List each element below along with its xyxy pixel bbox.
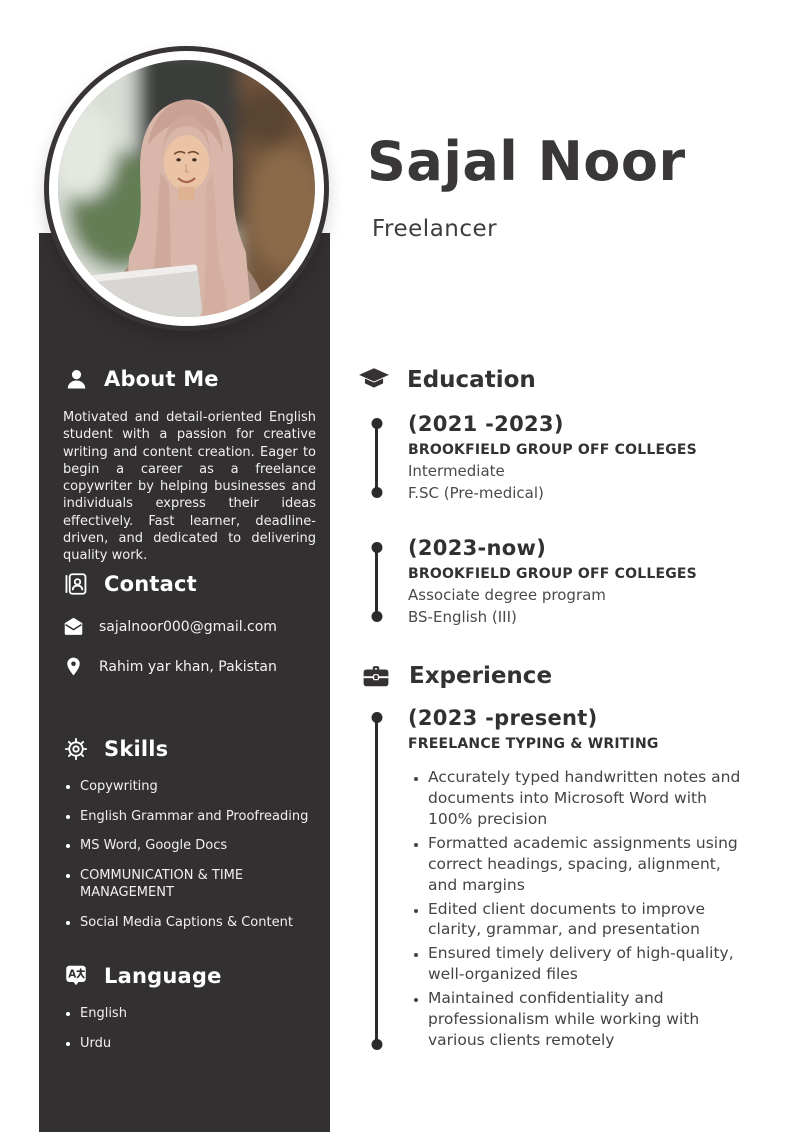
email-icon: [63, 616, 84, 637]
location-pin-icon: [63, 656, 84, 677]
experience-role: FREELANCE TYPING & WRITING: [408, 736, 659, 752]
education-detail: Associate degree program: [408, 586, 606, 604]
experience-bullet: • Formatted academic assignments using correct headings, spacing, alignment, and margins: [428, 833, 752, 896]
contact-heading: [63, 571, 316, 597]
education-detail: Intermediate: [408, 462, 505, 480]
education-detail: F.SC (Pre-medical): [408, 484, 544, 502]
name: Sajal Noor: [367, 130, 686, 193]
contact-location-text: Rahim yar khan, Pakistan: [99, 658, 277, 675]
education-institution: BROOKFIELD GROUP OFF COLLEGES: [408, 442, 697, 458]
contact-location-row: [63, 656, 316, 677]
experience-entry: [360, 706, 752, 1054]
contact-email-row: [63, 616, 316, 637]
gear-icon: [63, 736, 89, 762]
about-text: Motivated and detail-oriented English student with a passion for creative writing and content creation. Eager to begin a career as a freelance copywriter by helping businesses and individuals express their ideas effectively. Fast learner, deadline-driven, and dedicated to delivering quality work.: [63, 410, 316, 564]
experience-period: (2023 -present): [408, 706, 598, 730]
education-detail: BS-English (III): [408, 608, 517, 626]
about-section: [39, 366, 330, 565]
skills-section: [39, 736, 330, 943]
language-heading-label: Language: [104, 964, 222, 988]
experience-heading-label: Experience: [409, 663, 553, 689]
svg-text:A: A: [68, 968, 77, 981]
profile-photo: [44, 46, 329, 331]
education-institution: BROOKFIELD GROUP OFF COLLEGES: [408, 566, 697, 582]
timeline-rail: [375, 547, 378, 617]
experience-bullet: • Ensured timely delivery of high-quality, well-organized files: [428, 943, 752, 985]
profile-photo-image: [58, 60, 315, 317]
language-section: [39, 963, 330, 1064]
education-entry: [360, 412, 715, 502]
timeline-rail: [375, 423, 378, 493]
education-period: (2023-now): [408, 536, 547, 560]
translate-icon: [63, 963, 89, 989]
education-heading: [358, 366, 536, 394]
skill-item: • MS Word, Google Docs: [80, 837, 316, 855]
job-title: Freelancer: [372, 216, 498, 242]
person-icon: [63, 366, 89, 392]
skill-item: • English Grammar and Proofreading: [80, 808, 316, 826]
education-period: (2021 -2023): [408, 412, 564, 436]
language-item: • Urdu: [80, 1035, 316, 1053]
timeline-rail: [375, 717, 378, 1045]
contact-book-icon: [63, 571, 89, 597]
language-heading: [63, 963, 316, 989]
experience-bullet: • Accurately typed handwritten notes and documents into Microsoft Word with 100% precision: [428, 767, 752, 830]
language-list: [63, 1005, 316, 1052]
experience-bullet-list: [408, 767, 752, 1051]
about-heading: [63, 366, 316, 392]
skills-heading-label: Skills: [104, 737, 169, 761]
experience-bullet: • Maintained confidentiality and professionalism while working with various clients remotely: [428, 988, 752, 1051]
contact-heading-label: Contact: [104, 572, 197, 596]
skill-item: • Social Media Captions & Content: [80, 914, 316, 932]
education-entry: [360, 536, 715, 626]
experience-bullet: • Edited client documents to improve clarity, grammar, and presentation: [428, 899, 752, 941]
contact-email-text: sajalnoor000@gmail.com: [99, 618, 277, 635]
skills-list: [63, 778, 316, 931]
education-heading-label: Education: [407, 367, 536, 393]
skill-item: • Copywriting: [80, 778, 316, 796]
language-item: • English: [80, 1005, 316, 1023]
briefcase-icon: [360, 662, 392, 690]
contact-section: [39, 571, 330, 677]
sidebar: [39, 233, 330, 1132]
skills-heading: [63, 736, 316, 762]
graduation-cap-icon: [358, 366, 390, 394]
about-heading-label: About Me: [104, 367, 219, 391]
experience-heading: [360, 662, 552, 690]
skill-item: • COMMUNICATION & TIME MANAGEMENT: [80, 867, 316, 902]
